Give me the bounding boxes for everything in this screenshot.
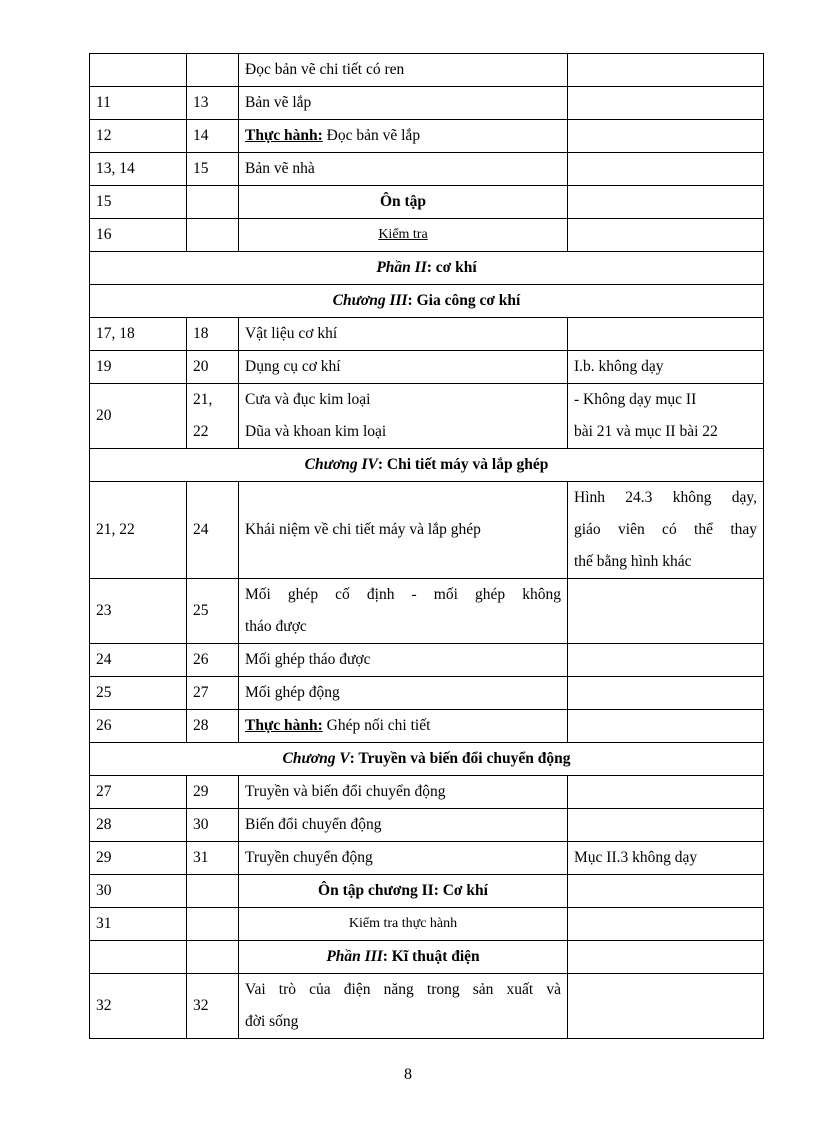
period-cell <box>90 54 187 87</box>
chapter-subtitle: : Gia công cơ khí <box>407 292 521 309</box>
section-row <box>90 285 764 318</box>
period-cell: 28 <box>90 809 187 842</box>
note-cell <box>568 579 764 644</box>
period-cell: 21, 22 <box>90 482 187 579</box>
lesson-cell: 25 <box>187 579 239 644</box>
period-cell: 25 <box>90 677 187 710</box>
lesson-cell: 18 <box>187 318 239 351</box>
content-cell <box>239 120 568 153</box>
part-subtitle: : cơ khí <box>426 259 477 276</box>
lesson-cell: 32 <box>187 974 239 1039</box>
period-cell: 26 <box>90 710 187 743</box>
content-cell: Bản vẽ nhà <box>239 153 568 186</box>
lesson-cell: 20 <box>187 351 239 384</box>
note-line: thế bằng hình khác <box>574 553 692 570</box>
content-cell: Đọc bản vẽ chi tiết có ren <box>239 54 568 87</box>
table-row <box>90 974 764 1039</box>
note-cell <box>568 875 764 908</box>
table-row <box>90 351 764 384</box>
practice-label: Thực hành: <box>245 127 323 144</box>
lesson-cell <box>187 219 239 252</box>
chapter-heading <box>90 449 764 482</box>
period-cell: 12 <box>90 120 187 153</box>
period-cell: 13, 14 <box>90 153 187 186</box>
content-cell <box>239 579 568 644</box>
note-cell <box>568 120 764 153</box>
content-cell: Vật liệu cơ khí <box>239 318 568 351</box>
lesson-cell: 13 <box>187 87 239 120</box>
note-cell <box>568 318 764 351</box>
content-cell: Bản vẽ lắp <box>239 87 568 120</box>
content-cell: Mối ghép tháo được <box>239 644 568 677</box>
note-cell <box>568 384 764 449</box>
note-cell <box>568 974 764 1039</box>
lesson-line: 22 <box>193 423 209 440</box>
lesson-cell: 29 <box>187 776 239 809</box>
section-row <box>90 252 764 285</box>
section-row <box>90 743 764 776</box>
content-cell: Truyền và biến đổi chuyển động <box>239 776 568 809</box>
content-line: tháo được <box>245 618 307 635</box>
table-row <box>90 186 764 219</box>
content-line: Mối ghép cố định - mối ghép không <box>245 586 561 603</box>
table-row <box>90 809 764 842</box>
content-line: Cưa và đục kim loại <box>245 391 371 408</box>
content-cell <box>239 384 568 449</box>
table-row <box>90 219 764 252</box>
table-row <box>90 87 764 120</box>
table-row <box>90 776 764 809</box>
period-cell <box>90 941 187 974</box>
content-text: Ghép nối chi tiết <box>322 717 431 734</box>
content-cell: Kiểm tra <box>239 219 568 252</box>
lesson-cell: 28 <box>187 710 239 743</box>
lesson-line: 21, <box>193 391 213 408</box>
period-cell: 30 <box>90 875 187 908</box>
part-title: Phần III <box>326 948 383 965</box>
chapter-heading <box>90 285 764 318</box>
note-cell <box>568 644 764 677</box>
note-cell <box>568 153 764 186</box>
table-row <box>90 842 764 875</box>
content-cell: Ôn tập chương II: Cơ khí <box>239 875 568 908</box>
chapter-title: Chương IV <box>304 456 378 473</box>
part-title: Phần II <box>376 259 427 276</box>
note-line: bài 21 và mục II bài 22 <box>574 423 718 440</box>
period-cell: 16 <box>90 219 187 252</box>
note-cell: I.b. không dạy <box>568 351 764 384</box>
lesson-cell <box>187 186 239 219</box>
period-cell: 20 <box>90 384 187 449</box>
note-cell: Mục II.3 không dạy <box>568 842 764 875</box>
period-cell: 17, 18 <box>90 318 187 351</box>
lesson-cell: 14 <box>187 120 239 153</box>
note-cell <box>568 908 764 941</box>
note-cell <box>568 677 764 710</box>
part-heading <box>90 252 764 285</box>
table-row <box>90 644 764 677</box>
chapter-heading <box>90 743 764 776</box>
period-cell: 11 <box>90 87 187 120</box>
period-cell: 31 <box>90 908 187 941</box>
chapter-title: Chương V <box>282 750 350 767</box>
chapter-title: Chương III <box>332 292 408 309</box>
page-number: 8 <box>404 1066 412 1083</box>
table-row <box>90 875 764 908</box>
table-row <box>90 153 764 186</box>
note-cell <box>568 54 764 87</box>
content-cell: Ôn tập <box>239 186 568 219</box>
content-cell <box>239 974 568 1039</box>
lesson-cell <box>187 384 239 449</box>
period-cell: 23 <box>90 579 187 644</box>
table-row <box>90 677 764 710</box>
note-cell <box>568 482 764 579</box>
note-line: - Không dạy mục II <box>574 391 697 408</box>
content-cell: Dụng cụ cơ khí <box>239 351 568 384</box>
table-row <box>90 54 764 87</box>
content-cell: Biến đổi chuyển động <box>239 809 568 842</box>
content-cell <box>239 710 568 743</box>
lesson-cell: 15 <box>187 153 239 186</box>
period-cell: 29 <box>90 842 187 875</box>
lesson-cell: 31 <box>187 842 239 875</box>
content-cell: Khái niệm về chi tiết máy và lắp ghép <box>239 482 568 579</box>
table-row <box>90 318 764 351</box>
content-line: Dũa và khoan kim loại <box>245 423 387 440</box>
lesson-cell <box>187 941 239 974</box>
practice-label: Thực hành: <box>245 717 323 734</box>
content-cell: Kiểm tra thực hành <box>239 908 568 941</box>
period-cell: 24 <box>90 644 187 677</box>
lesson-cell: 30 <box>187 809 239 842</box>
lesson-cell <box>187 875 239 908</box>
part-subtitle: : Kĩ thuật điện <box>382 948 480 965</box>
period-cell: 27 <box>90 776 187 809</box>
chapter-subtitle: : Chi tiết máy và lắp ghép <box>377 456 549 473</box>
table-row <box>90 941 764 974</box>
lesson-cell: 26 <box>187 644 239 677</box>
table-row <box>90 384 764 449</box>
content-line: Vai trò của điện năng trong sản xuất và <box>245 981 561 998</box>
note-cell <box>568 809 764 842</box>
content-line: đời sống <box>245 1013 299 1030</box>
lesson-cell: 24 <box>187 482 239 579</box>
lesson-cell <box>187 908 239 941</box>
note-cell <box>568 776 764 809</box>
content-cell: Truyền chuyển động <box>239 842 568 875</box>
part-heading <box>239 941 568 974</box>
content-cell: Mối ghép động <box>239 677 568 710</box>
note-cell <box>568 710 764 743</box>
table-row <box>90 120 764 153</box>
note-line: Hình 24.3 không dạy, <box>574 489 757 506</box>
chapter-subtitle: : Truyền và biến đổi chuyển động <box>349 750 571 767</box>
content-text: Đọc bản vẽ lắp <box>322 127 421 144</box>
lesson-cell <box>187 54 239 87</box>
lesson-cell: 27 <box>187 677 239 710</box>
curriculum-table <box>89 53 764 1039</box>
note-cell <box>568 941 764 974</box>
section-row <box>90 449 764 482</box>
period-cell: 15 <box>90 186 187 219</box>
note-cell <box>568 219 764 252</box>
table-row <box>90 579 764 644</box>
period-cell: 32 <box>90 974 187 1039</box>
note-cell <box>568 87 764 120</box>
table-row <box>90 482 764 579</box>
period-cell: 19 <box>90 351 187 384</box>
note-cell <box>568 186 764 219</box>
note-line: giáo viên có thể thay <box>574 521 757 538</box>
table-row <box>90 710 764 743</box>
table-row <box>90 908 764 941</box>
